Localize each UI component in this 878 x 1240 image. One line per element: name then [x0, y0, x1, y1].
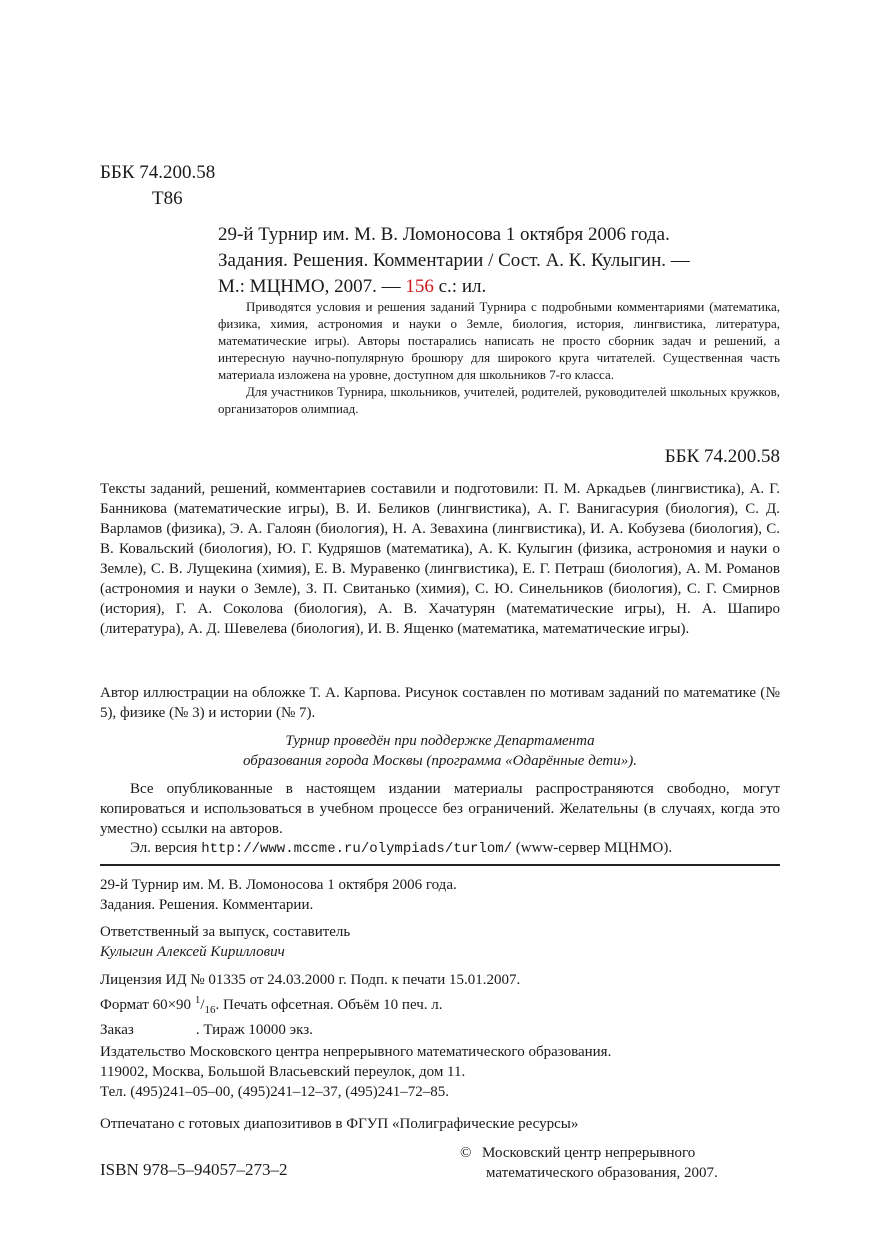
license-line: Лицензия ИД № 01335 от 24.03.2000 г. Подп. к печати 15.01.2007.	[100, 972, 521, 988]
imprint-title	[100, 875, 780, 915]
order-line	[100, 1020, 780, 1040]
responsible-label: Ответственный за выпуск, составитель	[100, 924, 351, 940]
bbk-code-right: ББК 74.200.58	[664, 446, 780, 467]
imprint-title-line-1: 29-й Турнир им. М. В. Ломоносова 1 октября 2006 года.	[100, 877, 457, 893]
bib-publisher: М.: МЦНМО, 2007. —	[218, 276, 406, 297]
annotation-paragraph-2: Для участников Турнира, школьников, учителей, родителей, руководителей школьных кружков, организаторов олимпиад.	[218, 384, 780, 416]
support-note	[100, 731, 780, 771]
format-line: Формат 60×90 $^1/_{16}$. Печать офсетная. Объём 10 печ. л.	[100, 994, 443, 1016]
free-distribution-note: Все опубликованные в настоящем издании материалы распространяются свободно, могут копироваться и использоваться в учебном процессе без ограничений. Желательны (в случаях, когда это уместно) ссылки на авторов.	[100, 781, 780, 837]
publisher-name: Издательство Московского центра непрерывного математического образования.	[100, 1044, 612, 1060]
page-count: 156	[405, 276, 434, 297]
publisher-phones: Тел. (495)241–05–00, (495)241–12–37, (495)241–72–85.	[100, 1084, 449, 1100]
annotation-paragraph-1: Приводятся условия и решения заданий Турнира с подробными комментариями (математика, физика, химия, астрономия и науки о Земле, биология, история, лингвистика, литература, математические игры). Авторы постарались написать не просто сборник задач и решений, а интересную научно-популярную брошюру для широкого круга читателей. Существенная часть материала изложена на уровне, доступном для школьников 7-го класса.	[218, 299, 780, 382]
copyright-line-1: Московский центр непрерывного	[482, 1145, 696, 1161]
print-run: . Тираж 10000 экз.	[195, 1022, 313, 1038]
copyright-notice	[460, 1143, 780, 1183]
isbn: ISBN 978–5–94057–273–2	[100, 1160, 288, 1179]
copyright-icon: ©	[460, 1145, 472, 1161]
author-mark: Т86	[152, 188, 183, 209]
responsible-name: Кулыгин Алексей Кириллович	[100, 944, 285, 960]
support-line-2: образования города Москвы (программа «Одарённые дети»).	[242, 753, 638, 769]
annotation	[218, 298, 780, 417]
format-numerator: 1	[194, 994, 201, 1006]
publisher-address: 119002, Москва, Большой Власьевский переулок, дом 11.	[100, 1064, 466, 1080]
copyright-line-2: математического образования, 2007.	[486, 1165, 718, 1181]
bib-line-3	[218, 274, 780, 300]
bbk-code-top: ББК 74.200.58	[100, 162, 216, 183]
format-prefix: Формат 60×90	[100, 997, 195, 1013]
electronic-version	[130, 838, 672, 859]
bib-line-2: Задания. Решения. Комментарии / Сост. А. К. Кулыгин. —	[218, 250, 690, 271]
format-suffix: . Печать офсетная. Объём 10 печ. л.	[215, 997, 443, 1013]
web-suffix: (www-сервер МЦНМО).	[512, 840, 673, 856]
bib-line-1: 29-й Турнир им. М. В. Ломоносова 1 октября 2006 года.	[218, 224, 670, 245]
bibliographic-description	[218, 222, 780, 300]
format-denominator: 16	[204, 1004, 216, 1016]
web-prefix: Эл. версия	[130, 840, 202, 856]
contributors-paragraph: Тексты заданий, решений, комментариев составили и подготовили: П. М. Аркадьев (лингвистика), А. Г. Банникова (математические игры), В. И. Беликов (лингвистика), А. Г. Ванигасурия (биология), С. Д. Варламов (физика), Э. А. Галоян (биология), Н. А. Зевахина (лингвистика), И. А. Кобузева (биология), С. В. Ковальский (биология), Ю. Г. Кудряшов (математика), А. К. Кулыгин (физика, астрономия и науки о Земле), С. В. Лущекина (химия), Е. В. Муравенко (лингвистика), Е. Г. Петраш (биология), А. М. Романов (астрономия и науки о Земле), З. П. Свитанько (химия), С. Ю. Синельников (биология), С. Г. Смирнов (история), Г. А. Соколова (биология), А. В. Хачатурян (математические игры), Н. А. Шапиро (литература), А. Д. Шевелева (биология), И. В. Ященко (математика, математические игры).	[100, 481, 780, 637]
printing-house: Отпечатано с готовых диапозитивов в ФГУП «Полиграфические ресурсы»	[100, 1116, 579, 1132]
responsible-editor	[100, 922, 780, 962]
separator-rule	[100, 864, 780, 866]
web-url-link[interactable]: http://www.mccme.ru/olympiads/turlom/	[201, 841, 513, 857]
order-label: Заказ	[100, 1022, 134, 1038]
cover-illustration-note: Автор иллюстрации на обложке Т. А. Карпова. Рисунок составлен по мотивам заданий по математике (№ 5), физике (№ 3) и истории (№ 7).	[100, 685, 780, 721]
publisher-block	[100, 1042, 780, 1102]
support-line-1: Турнир проведён при поддержке Департамента	[285, 733, 595, 749]
imprint-title-line-2: Задания. Решения. Комментарии.	[100, 897, 314, 913]
license-block	[100, 970, 780, 1040]
bib-pages-suffix: с.: ил.	[433, 276, 487, 297]
